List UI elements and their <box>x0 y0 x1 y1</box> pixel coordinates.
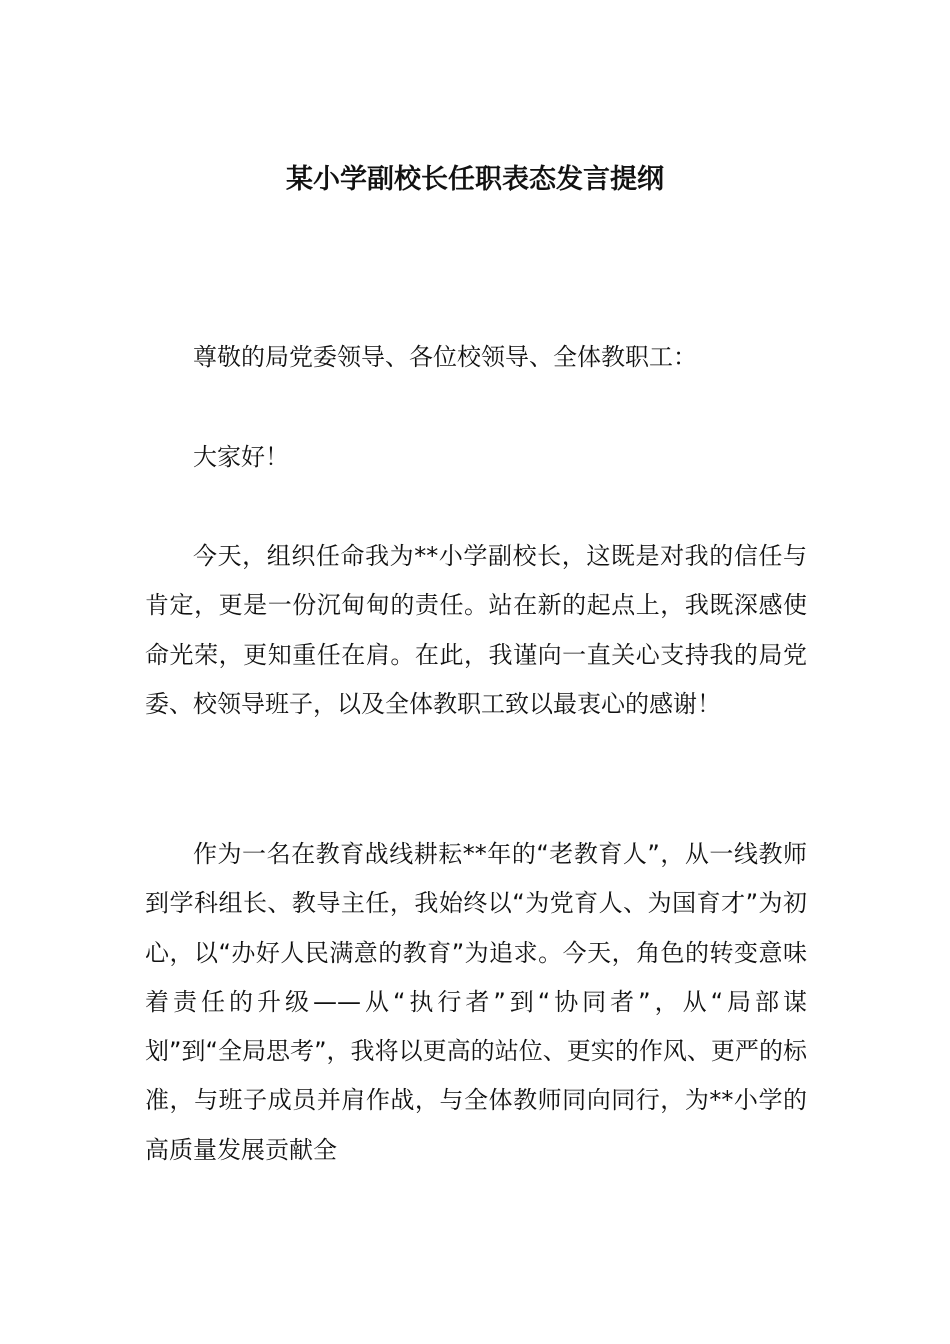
intro-paragraph: 今天，组织任命我为**小学副校长，这既是对我的信任与肯定，更是一份沉甸甸的责任。站在新的起点上，我既深感使命光荣，更知重任在肩。在此，我谨向一直关心支持我的局党委、校领导班子，以及全体教职工致以最衷心的感谢！ <box>145 542 807 718</box>
salutation-paragraph: 尊敬的局党委领导、各位校领导、全体教职工： <box>193 343 697 371</box>
document-title: 某小学副校长任职表态发言提纲 <box>286 164 664 195</box>
body-paragraph: 作为一名在教育战线耕耘**年的“老教育人”，从一线教师到学科组长、教导主任，我始终以“为党育人、为国育才”为初心，以“办好人民满意的教育”为追求。今天，角色的转变意味着责任的升级——从“执行者”到“协同者”，从“局部谋划”到“全局思考”，我将以更高的站位、更实的作风、更严的标准，与班子成员并肩作战，与全体教师同向同行，为**小学的高质量发展贡献全 <box>145 840 807 1164</box>
greeting-paragraph: 大家好！ <box>193 443 289 471</box>
